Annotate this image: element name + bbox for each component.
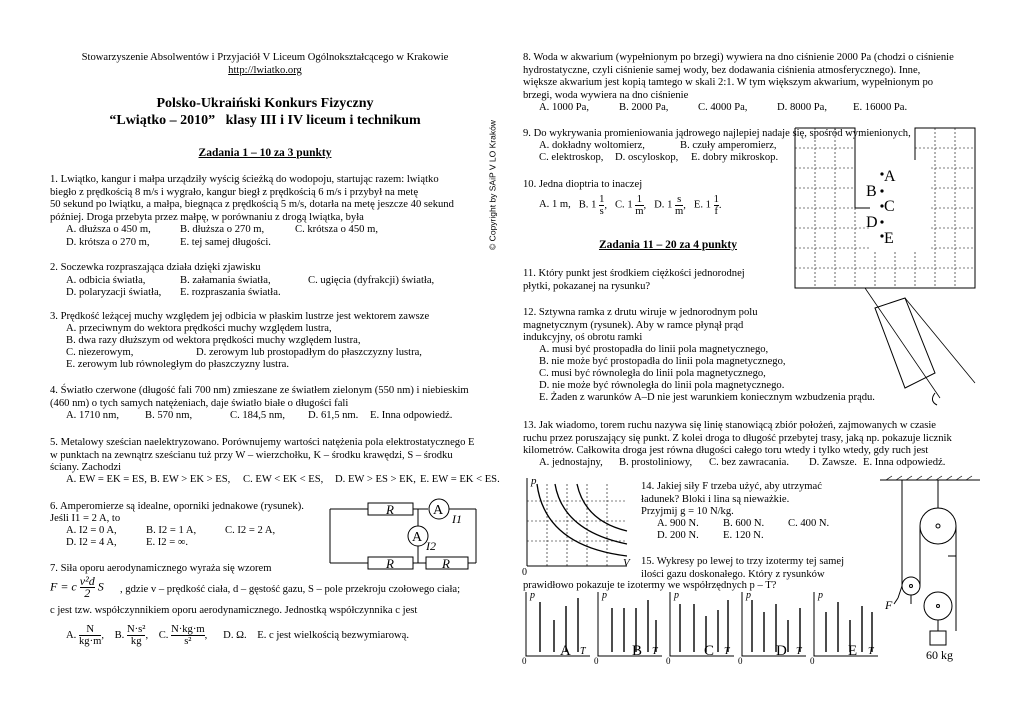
axis-zero: 0	[522, 567, 527, 578]
q6-circuit-diagram	[328, 497, 478, 571]
q11-line: płytki, pokazanej na rysunku?	[523, 280, 651, 292]
q15-option-c-graph[interactable]	[666, 590, 734, 666]
q8-option-d[interactable]: D. 8000 Pa,	[777, 102, 828, 113]
q10-option-c[interactable]: C. 1 $\frac{1}{m}$ ,	[614, 194, 649, 217]
q5-option-b[interactable]: B. EW > EK > ES,	[150, 474, 231, 485]
q13-line: kilometrów. Całkowita droga jest równa długości całego toru wtedy i tylko wtedy, gdy ruch jest	[523, 445, 929, 457]
axis-zero: 0	[666, 656, 671, 666]
q8-option-e[interactable]: E. 16000 Pa.	[853, 102, 908, 113]
q7-option-a-letter: A.	[66, 629, 77, 641]
question-8	[523, 52, 954, 102]
pulley-middle	[924, 592, 952, 620]
option-label: B	[632, 643, 643, 659]
q3-option-b[interactable]: B. dwa razy dłuższym od wektora prędkości muchy względem lustra,	[66, 335, 361, 346]
option-label: E	[848, 643, 858, 659]
point-e[interactable]: E	[884, 230, 894, 247]
question-7: 7. Siła oporu aerodynamicznego wyraża się wzorem	[50, 563, 272, 574]
frac-den: f	[714, 206, 719, 217]
point-a[interactable]: A	[884, 168, 896, 185]
label-a: A	[412, 530, 423, 545]
axis-zero: 0	[594, 656, 599, 666]
q8-line: brzegi, woda wywiera na dno ciśnienie	[523, 89, 689, 101]
axis-p: p	[602, 590, 607, 601]
copyright-box	[486, 115, 500, 255]
q9-option-a[interactable]: A. dokładny woltomierz,	[539, 140, 645, 151]
q6-option-d[interactable]: D. I2 = 4 A,	[66, 537, 117, 548]
frac-num: N·kg·m	[171, 624, 205, 635]
q15-option-e-graph[interactable]	[810, 590, 878, 666]
q3-option-d[interactable]: D. zerowym lub prostopadłym do płaszczyzny lustra,	[196, 347, 422, 358]
q14-line: 14. Jakiej siły F trzeba użyć, aby utrzymać	[641, 481, 822, 492]
force-label: F	[885, 598, 893, 612]
axis-t: T	[868, 646, 874, 657]
q1-option-e[interactable]: E. tej samej długości.	[180, 237, 271, 248]
question-14	[641, 481, 822, 519]
load-box	[930, 631, 946, 645]
question-2: 2. Soczewka rozpraszająca działa dzięki zjawisku	[50, 262, 261, 273]
q7-options	[66, 624, 409, 647]
question-10: 10. Jedna dioptria to inaczej	[523, 179, 643, 190]
q12-option-a[interactable]: A. musi być prostopadła do linii pola magnetycznego,	[539, 344, 769, 355]
isotherm-curves	[537, 484, 627, 556]
q14-line: ładunek? Bloki i lina są nieważkie.	[641, 493, 790, 505]
axis-p: p	[530, 590, 535, 601]
option-label: A	[560, 643, 571, 659]
axis-zero: 0	[738, 656, 743, 666]
q10-option-d-frac	[675, 194, 683, 217]
q14-option-c[interactable]: C. 400 N.	[788, 518, 830, 529]
q4-option-d[interactable]: D. 61,5 nm.	[308, 410, 359, 421]
point-c[interactable]: C	[884, 198, 895, 215]
q8-line: hydrostatyczne, czyli ciśnienie samej wody, bez dodawania ciśnienia atmosferycznego). Inne,	[523, 64, 921, 76]
q15-answer-graphs	[522, 590, 882, 665]
q14-option-a[interactable]: A. 900 N.	[657, 518, 699, 529]
q5-option-e[interactable]: E. EW = EK < ES.	[420, 474, 500, 485]
q7-formula-lhs: F = c	[50, 579, 77, 594]
q2-option-b[interactable]: B. załamania światła,	[180, 275, 271, 286]
q6-option-e[interactable]: E. I2 = ∞.	[146, 537, 189, 548]
q14-pulley-figure	[880, 476, 990, 661]
q10-options	[539, 194, 722, 217]
q1-option-d[interactable]: D. krótsza o 270 m,	[66, 237, 150, 248]
q1-line: biegło z prędkością 8 m/s i wygrało, kangur biegł z prędkością 6 m/s i przybył na metę	[50, 186, 419, 198]
org-url[interactable]: http://lwiatko.org	[228, 65, 302, 76]
axis-t: T	[652, 646, 658, 657]
q12-line: 12. Sztywna ramka z drutu wiruje w jednorodnym polu	[523, 307, 758, 318]
axis-p: p	[531, 475, 537, 487]
q5-line: w punktach na zewnątrz sześcianu tuż przy W – wierzchołku, K – środku krawędzi, S – środku	[50, 449, 453, 461]
frac-den: s²	[184, 636, 192, 647]
q2-option-e[interactable]: E. rozpraszania światła.	[180, 287, 281, 298]
q9-option-e[interactable]: E. dobry mikroskop.	[691, 152, 779, 163]
frac-den: kg·m	[78, 636, 102, 647]
section-heading-1: Zadania 1 – 10 za 3 punkty	[198, 147, 332, 159]
q14-option-e[interactable]: E. 120 N.	[723, 530, 764, 541]
q7-option-b-letter: B.	[114, 629, 125, 641]
axis-zero: 0	[522, 656, 527, 666]
q7-option-b-frac	[127, 624, 145, 647]
q15-option-b-graph[interactable]	[594, 590, 662, 666]
q10-option-c-frac	[635, 194, 643, 217]
frac-num: 1	[599, 194, 605, 205]
q15-line: ilości gazu doskonałego. Który z rysunków	[641, 568, 825, 580]
q4-option-c[interactable]: C. 184,5 nm,	[230, 410, 286, 421]
question-5	[50, 437, 474, 475]
q8-option-b[interactable]: B. 2000 Pa,	[619, 102, 669, 113]
q4-option-a[interactable]: A. 1710 nm,	[66, 410, 119, 421]
q3-option-c[interactable]: C. niezerowym,	[66, 347, 134, 358]
frac-den: s	[599, 206, 604, 217]
q1-line: 1. Lwiątko, kangur i małpa urządziły wyścig ścieżką do wodopoju, startując razem: lwiątko	[50, 174, 439, 185]
q3-option-e[interactable]: E. zerowym lub równoległym do płaszczyzny lustra.	[66, 359, 289, 370]
q6-condition: Jeśli I1 = 2 A, to	[50, 513, 121, 524]
frac-num: 1	[713, 194, 719, 205]
q10-option-d[interactable]: D. 1 $\frac{s}{m}$ ,	[654, 194, 689, 217]
q7-desc-2: c jest tzw. współczynnikiem oporu aerodynamicznego. Jednostką współczynnika c jest	[50, 605, 418, 616]
label-i1: I1	[452, 512, 462, 526]
q5-option-a[interactable]: A. EW = EK = ES,	[66, 474, 147, 485]
q10-option-b-frac	[599, 194, 604, 217]
q7-formula-num: v²d	[79, 574, 95, 588]
q10-option-b-letter: B. 1	[578, 199, 597, 211]
question-15-part1	[641, 556, 844, 581]
q12-option-d[interactable]: D. nie może być równoległa do linii pola magnetycznego.	[539, 380, 785, 391]
question-6: 6. Amperomierze są idealne, oporniki jednakowe (rysunek).	[50, 501, 304, 512]
q7-formula-den: 2	[84, 586, 91, 600]
copyright-text: © Copyright by SAiP V LO Kraków	[487, 120, 498, 250]
q1-line: 50 sekund po lwiątku, a małpa, biegnąca z prędkością 5 m/s, dotarła na metę jeszcze 40 sekund	[50, 199, 454, 211]
q7-option-c-frac	[171, 624, 205, 647]
frac-num: N	[79, 624, 101, 636]
q6-option-a[interactable]: A. I2 = 0 A,	[66, 525, 117, 536]
q12-option-c[interactable]: C. musi być równoległa do linii pola magnetycznego,	[539, 368, 766, 379]
question-12	[523, 307, 758, 345]
frac-num: N·s²	[126, 624, 146, 635]
axis-t: T	[580, 646, 586, 657]
label-i2: I2	[426, 539, 436, 553]
q15-option-d-graph[interactable]	[738, 590, 806, 666]
q11-points-box	[866, 160, 930, 250]
axis-v: V	[623, 557, 630, 569]
label-a: A	[433, 503, 444, 518]
q7-option-a-frac	[79, 624, 101, 647]
q13-option-c[interactable]: C. bez zawracania.	[709, 457, 789, 468]
q15-isotherms-graph	[522, 475, 637, 578]
ceiling-hatch	[886, 476, 972, 480]
label-r: R	[386, 502, 394, 517]
frac-num: s	[675, 194, 683, 206]
q13-line: ruchu przez poruszający się punkt. Z kolei droga to długość przebytej trasy, jaką np. pokazuje licznik	[523, 432, 952, 444]
q12-line: magnetycznym (rysunek). Aby w ramce płynął prąd	[523, 319, 744, 331]
point-b[interactable]: B	[866, 183, 877, 200]
q12-line: indukcyjny, oś obrotu ramki	[523, 332, 643, 344]
q8-line: 8. Woda w akwarium (wypełnionym po brzegi) wywiera na dno ciśnienie 2000 Pa (chodzi o ciśnienie	[523, 52, 954, 63]
q13-option-d[interactable]: D. Zawsze.	[809, 457, 857, 468]
q10-option-e-letter: E. 1	[693, 199, 711, 211]
section-heading-2: Zadania 11 – 20 za 4 punkty	[598, 239, 738, 251]
q13-option-b[interactable]: B. prostoliniowy,	[619, 457, 693, 468]
axis-t: T	[724, 646, 730, 657]
question-3: 3. Prędkość leżącej muchy względem jej odbicia w płaskim lustrze jest wektorem zawsze	[50, 311, 430, 322]
contest-title: Polsko-Ukraiński Konkurs Fizyczny	[156, 96, 374, 111]
q2-option-d[interactable]: D. polaryzacji światła,	[66, 287, 162, 298]
q10-option-e[interactable]: E. 1 $\frac{1}{f}$ .	[693, 194, 722, 217]
question-9: 9. Do wykrywania promieniowania jądrowego najlepiej nadaje się, spośród wymienionych,	[523, 128, 911, 139]
q8-option-a[interactable]: A. 1000 Pa,	[539, 102, 590, 113]
axis-zero: 0	[810, 656, 815, 666]
q10-option-e-frac	[714, 194, 719, 217]
contest-subtitle: “Lwiątko – 2010” klasy III i IV liceum i technikum	[109, 113, 421, 128]
q1-option-a[interactable]: A. dłuższa o 450 m,	[66, 224, 151, 235]
q7-option-d[interactable]: D. Ω.	[223, 629, 247, 641]
q13-line: 13. Jak wiadomo, torem ruchu nazywa się linię stanowiącą zbiór położeń, zajmowanych w czasie	[523, 420, 937, 431]
q6-option-c[interactable]: C. I2 = 2 A,	[225, 525, 276, 536]
q7-formula	[50, 576, 104, 599]
q14-option-d[interactable]: D. 200 N.	[657, 530, 699, 541]
q4-option-e[interactable]: E. Inna odpowiedź.	[370, 410, 453, 421]
q5-option-d[interactable]: D. EW > ES > EK,	[335, 474, 416, 485]
axis-p: p	[674, 590, 679, 601]
q11-points	[866, 160, 930, 250]
question-11	[523, 268, 745, 293]
point-d[interactable]: D	[866, 214, 878, 231]
pulley-lower	[902, 577, 920, 595]
q4-line: 4. Światło czerwone (długość fali 700 nm) zmieszane ze światłem zielonym (550 nm) i niebieskim	[50, 385, 469, 396]
label-r: R	[442, 556, 450, 571]
q7-formula-fraction	[80, 576, 95, 599]
q13-option-a[interactable]: A. jednostajny,	[539, 457, 603, 468]
q9-option-c[interactable]: C. elektroskop,	[539, 152, 604, 163]
q7-option-e[interactable]: E. c jest wielkością bezwymiarową.	[257, 629, 410, 641]
q1-option-c[interactable]: C. krótsza o 450 m,	[295, 224, 378, 235]
frac-den: kg	[130, 636, 142, 647]
q10-option-d-letter: D. 1	[654, 199, 673, 211]
q15-option-a-graph[interactable]	[522, 590, 590, 666]
q10-option-b[interactable]: B. 1 $\frac{1}{s}$ ,	[578, 194, 610, 217]
question-1	[50, 174, 454, 224]
q7-formula-rhs: S	[97, 579, 104, 594]
q11-line: 11. Który punkt jest środkiem ciężkości jednorodnej	[523, 268, 745, 279]
mass-label: 60 kg	[926, 648, 953, 662]
frac-den: m	[635, 206, 644, 217]
q8-option-c[interactable]: C. 4000 Pa,	[698, 102, 748, 113]
q7-desc-1: , gdzie v – prędkość ciała, d – gęstość gazu, S – pole przekroju czołowego ciała;	[120, 584, 461, 595]
q13-option-e[interactable]: E. Inna odpowiedź.	[863, 457, 946, 468]
q4-line: (460 nm) o tych samych natężeniach, daje światło białe o długości fali	[50, 397, 349, 409]
q7-option-a[interactable]: A. $\frac{N}{kg\cdot m}$ ,	[66, 624, 107, 647]
frac-num: 1	[636, 194, 643, 205]
q1-line: później. Droga przebyta przez małpę, w porównaniu z drogą lwiątka, była	[50, 211, 364, 223]
question-4	[50, 385, 469, 410]
label-r: R	[386, 556, 394, 571]
q15-line: 15. Wykresy po lewej to trzy izotermy tej samej	[641, 556, 845, 567]
q5-line: ściany. Zachodzi	[50, 462, 122, 474]
q7-option-c[interactable]: C. $\frac{N\cdot kg\cdot m}{\text{s²}}$ ,	[158, 624, 210, 647]
axis-p: p	[746, 590, 751, 601]
q5-line: 5. Metalowy sześcian naelektryzowano. Porównujemy wartości natężenia pola elektrostatycznego E	[50, 437, 475, 448]
q12-frame-figure	[865, 288, 975, 408]
q3-option-a[interactable]: A. przeciwnym do wektora prędkości muchy względem lustra,	[66, 323, 332, 334]
frac-den: m	[675, 206, 684, 217]
axis-p: p	[818, 590, 823, 601]
q4-option-b[interactable]: B. 570 nm,	[145, 410, 193, 421]
org-name: Stowarzyszenie Absolwentów i Przyjaciół V Liceum Ogólnokształcącego w Krakowie	[81, 52, 449, 63]
q1-option-b[interactable]: B. dłuższa o 270 m,	[180, 224, 265, 235]
wire-frame	[875, 298, 935, 388]
q10-option-c-letter: C. 1	[614, 199, 633, 211]
q2-option-c[interactable]: C. ugięcia (dyfrakcji) światła,	[308, 275, 435, 286]
option-label: C	[704, 643, 715, 659]
q9-option-d[interactable]: D. oscyloskop,	[615, 152, 679, 163]
question-13	[523, 420, 952, 458]
q7-option-c-letter: C.	[158, 629, 169, 641]
q6-option-b[interactable]: B. I2 = 1 A,	[146, 525, 197, 536]
axis-t: T	[796, 646, 802, 657]
q9-option-b[interactable]: B. czuły amperomierz,	[680, 140, 777, 151]
q12-option-b[interactable]: B. nie może być prostopadła do linii pola magnetycznego,	[539, 356, 786, 367]
q15-line: prawidłowo pokazuje te izotermy we współrzędnych p – T?	[523, 580, 777, 591]
pulley-upper	[920, 508, 956, 544]
q5-option-c[interactable]: C. EW < EK < ES,	[243, 474, 324, 485]
q2-option-a[interactable]: A. odbicia światła,	[66, 275, 146, 286]
q14-line: Przyjmij g = 10 N/kg.	[641, 506, 734, 518]
q7-option-b[interactable]: B. $\frac{\text{N·s²}}{kg}$ ,	[114, 624, 151, 647]
q8-line: większe akwarium jest kopią tamtego w skali 2:1. W tym większym akwarium, wypełnionym po	[523, 77, 934, 89]
q10-option-a[interactable]: A. 1 m,	[539, 199, 571, 211]
option-label: D	[776, 643, 787, 659]
q14-option-b[interactable]: B. 600 N.	[723, 518, 765, 529]
q12-option-e[interactable]: E. Żaden z warunków A–D nie jest warunkiem koniecznym wzbudzenia prądu.	[539, 392, 875, 403]
